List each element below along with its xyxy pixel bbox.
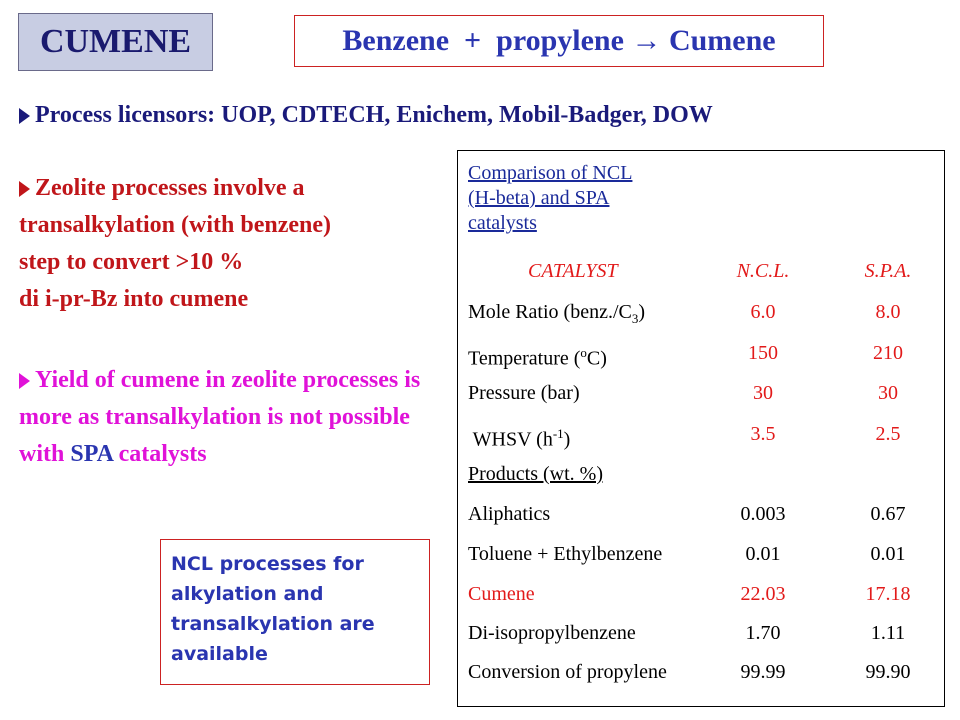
header-catalyst: CATALYST	[528, 260, 618, 282]
ncl-note-text: NCL processes for alkylation and transalkylation are available	[171, 553, 375, 665]
title-text: CUMENE	[39, 23, 192, 60]
yield-bullet	[19, 362, 444, 473]
header-spa: S.P.A.	[864, 260, 912, 282]
comparison-table-panel	[457, 150, 945, 707]
cell-value: 6.0	[750, 301, 776, 323]
equation-product: Cumene	[661, 24, 776, 57]
cell-value: 150	[748, 342, 778, 364]
cell-value: 22.03	[740, 583, 786, 605]
row-toluene-label: Toluene + Ethylbenzene	[468, 543, 663, 565]
reaction-equation	[294, 15, 824, 67]
zeolite-bullet	[19, 170, 444, 318]
row-whsv-label: WHSV $(h^{-1})$	[468, 426, 571, 451]
zeolite-line: di i-pr-Bz into cumene	[19, 286, 249, 312]
bullet-arrow-icon	[19, 108, 30, 124]
row-mole-ratio-label: Mole Ratio $(benz./C_3)$	[468, 301, 646, 326]
cell-value: 0.67	[870, 503, 906, 525]
spa-highlight: SPA	[70, 441, 113, 467]
cell-value: 17.18	[865, 583, 911, 605]
zeolite-line: step to convert >10 %	[19, 249, 244, 275]
cell-value: 30	[753, 382, 773, 404]
row-conversion-label: Conversion of propylene	[468, 661, 667, 683]
bullet-arrow-icon	[19, 181, 30, 197]
cell-value: 0.01	[745, 543, 781, 565]
bullet-arrow-icon	[19, 373, 30, 389]
cell-value: 0.003	[740, 503, 786, 525]
zeolite-line: Zeolite processes involve a	[19, 170, 444, 207]
slide-title	[18, 13, 213, 71]
zeolite-line: transalkylation (with benzene)	[19, 212, 331, 238]
yield-text: Yield of cumene in zeolite processes is more as transalkylation is not possible with	[19, 367, 421, 467]
equation-reactants: Benzene + propylene	[342, 24, 632, 57]
header-ncl: N.C.L.	[736, 260, 790, 282]
comparison-title: Comparison of NCL (H-beta) and SPA catalysts	[468, 162, 633, 234]
cell-value: 210	[873, 342, 903, 364]
row-cumene-label: Cumene	[468, 583, 535, 605]
cell-value: 0.01	[870, 543, 906, 565]
cell-value: 8.0	[875, 301, 901, 323]
licensors-text: Process licensors: UOP, CDTECH, Enichem, Mobil-Badger, DOW	[35, 102, 713, 128]
cell-value: 1.70	[745, 622, 781, 644]
licensors-bullet	[19, 97, 713, 134]
products-heading: Products (wt. %)	[468, 463, 603, 485]
row-aliphatics-label: Aliphatics	[468, 503, 551, 525]
cell-value: 3.5	[750, 423, 776, 445]
ncl-note-box	[160, 539, 430, 685]
cell-value: 30	[878, 382, 898, 404]
row-diisopropyl-label: Di-isopropylbenzene	[468, 622, 636, 644]
reaction-arrow-icon: →	[631, 24, 662, 57]
cell-value: 1.11	[870, 622, 906, 644]
cell-value: 99.90	[865, 661, 911, 683]
cell-value: 99.99	[740, 661, 786, 683]
yield-text-end: catalysts	[112, 441, 207, 467]
cell-value: 2.5	[875, 423, 901, 445]
row-pressure-label: Pressure (bar)	[468, 382, 580, 404]
row-temperature-label: Temperature ($^o$C)	[468, 345, 607, 370]
